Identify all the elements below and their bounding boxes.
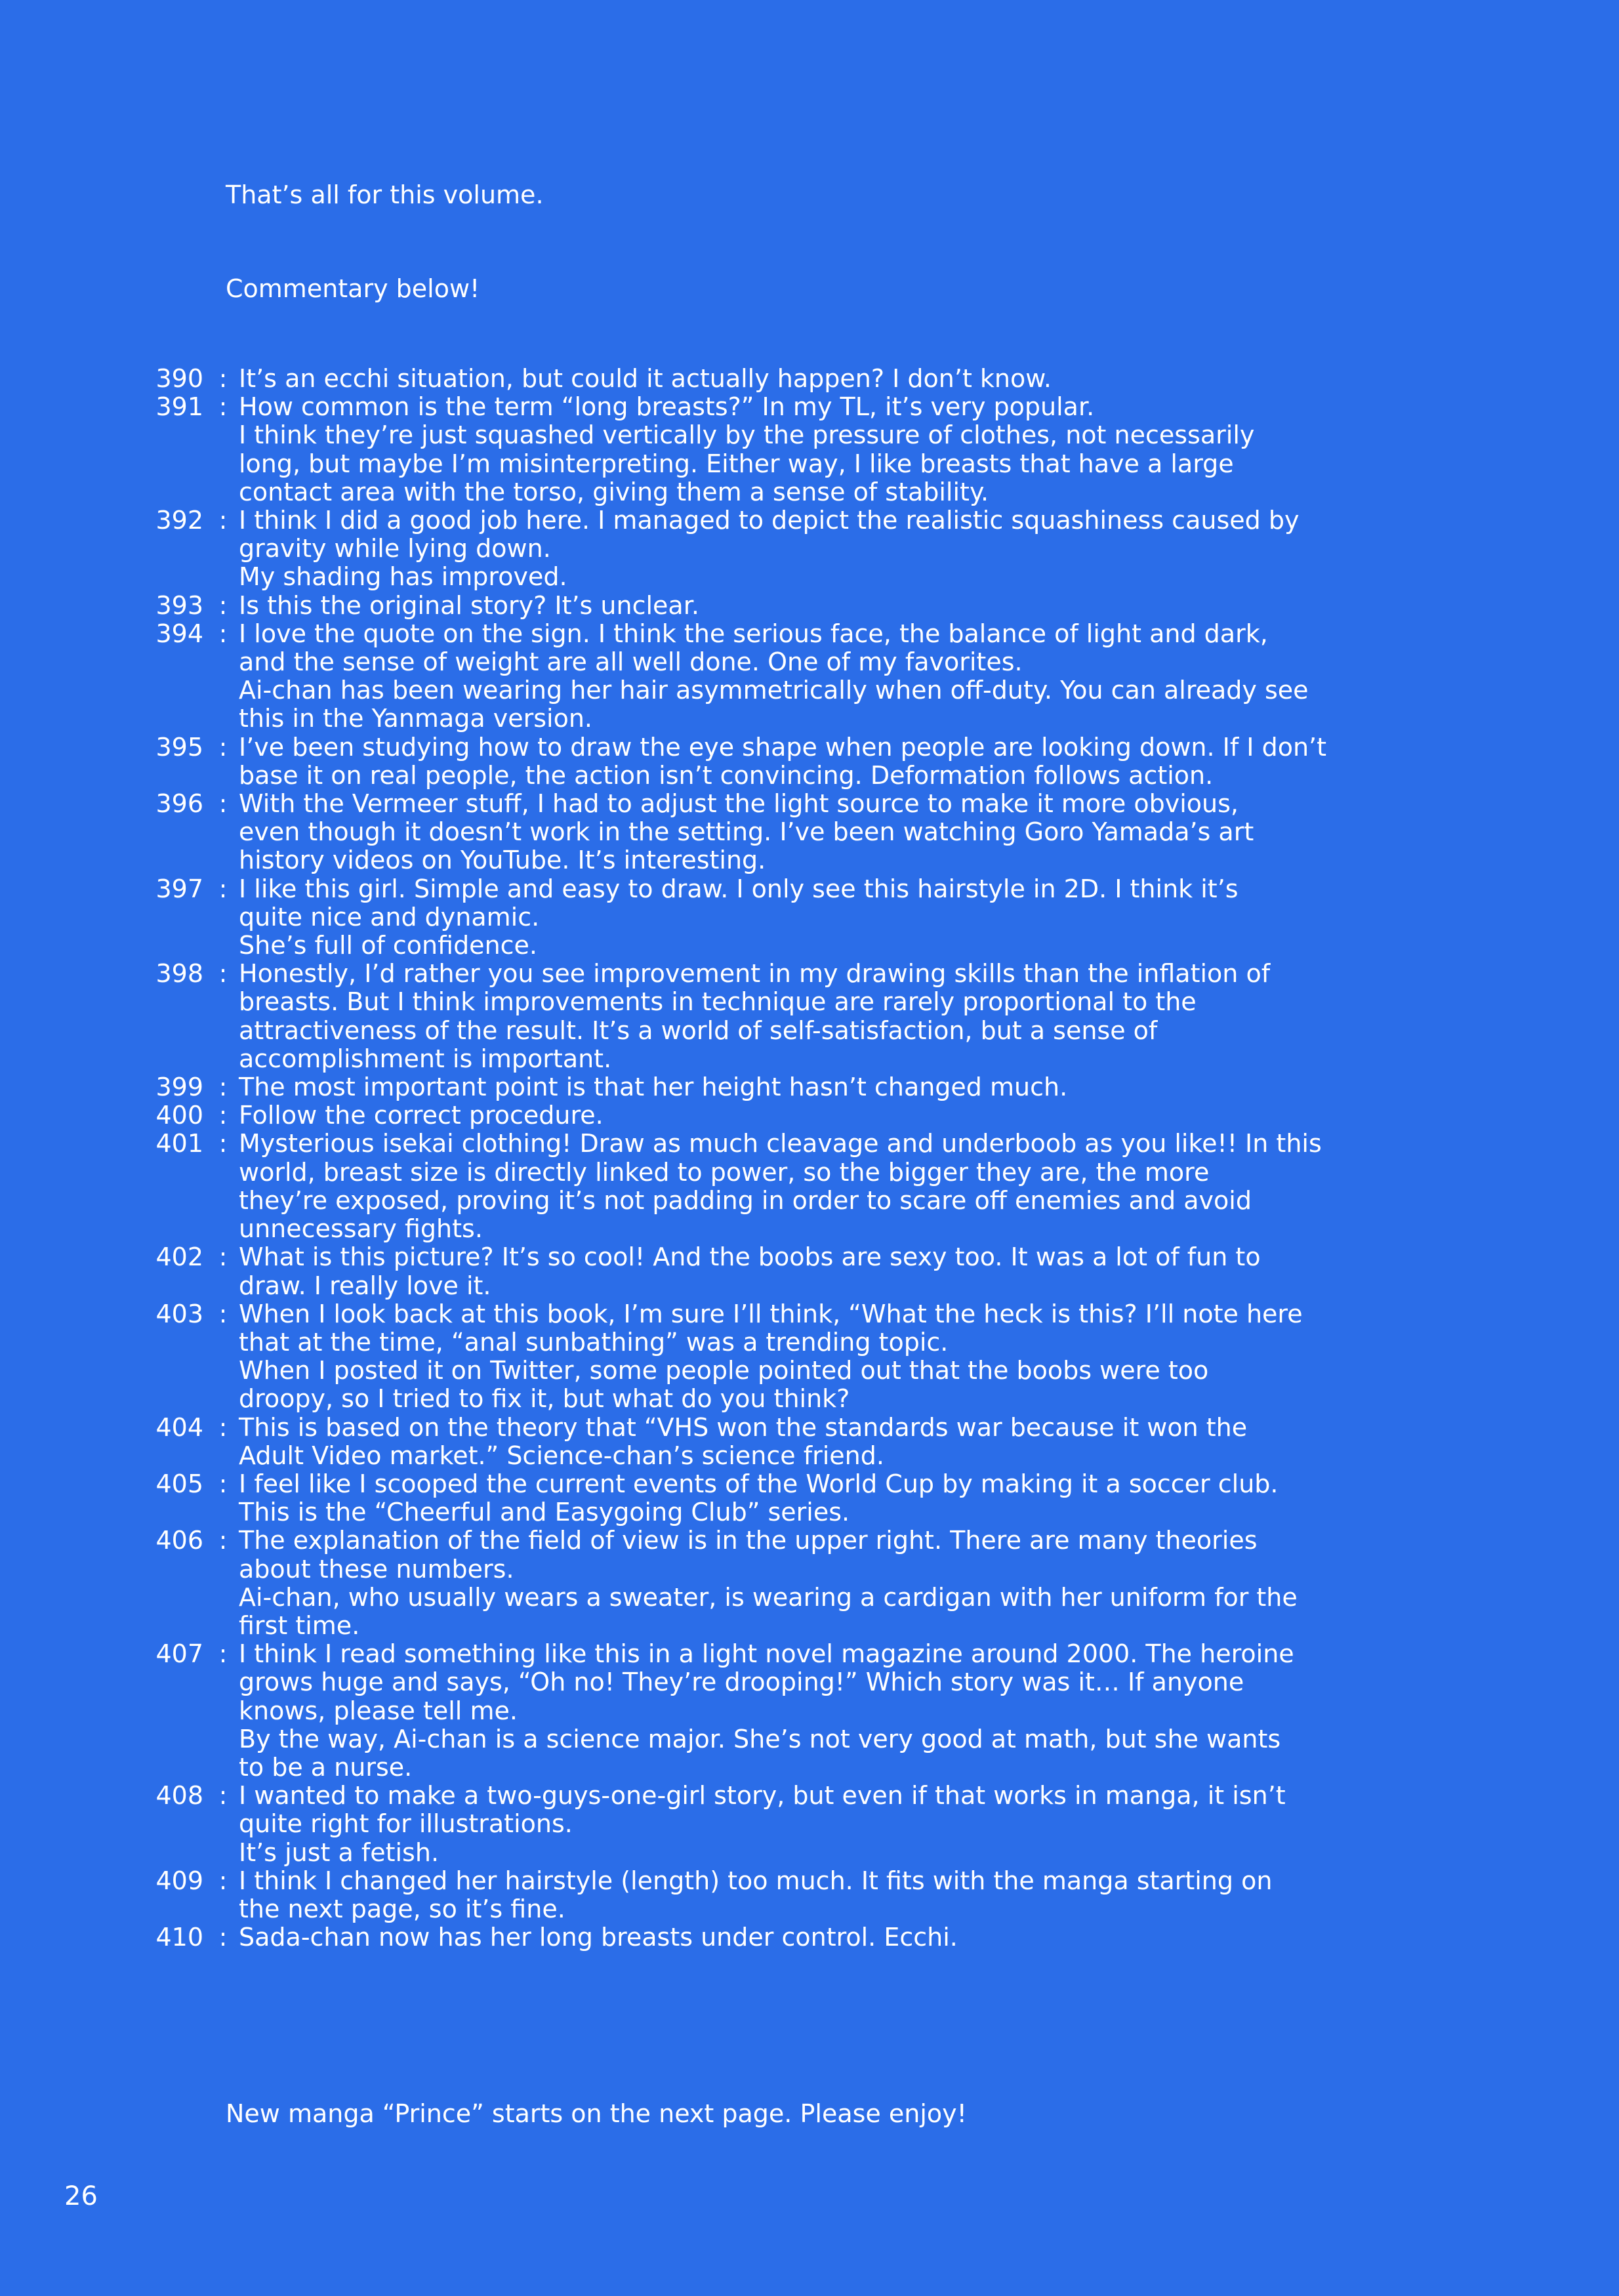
- entry-number: 392: [155, 506, 203, 535]
- commentary-entry: [118, 1073, 1515, 1101]
- commentary-entry: [118, 1130, 1515, 1243]
- entry-text-line: When I posted it on Twitter, some people pointed out that the boobs were too: [239, 1356, 1209, 1385]
- entry-text-line: What is this picture? It’s so cool! And the boobs are sexy too. It was a lot of fun to: [239, 1242, 1261, 1272]
- entry-number: 397: [155, 874, 203, 903]
- entry-text-line: I like this girl. Simple and easy to draw. I only see this hairstyle in 2D. I think it’s: [239, 874, 1239, 903]
- entry-text-line: quite right for illustrations.: [239, 1809, 573, 1839]
- entry-text-line: base it on real people, the action isn’t convincing. Deformation follows action.: [239, 760, 1214, 790]
- entry-number: 396: [155, 789, 203, 819]
- entry-text-line: Sada-chan now has her long breasts under control. Ecchi.: [239, 1923, 958, 1952]
- entry-text-line: grows huge and says, “Oh no! They’re drooping!” Which story was it… If anyone: [239, 1668, 1244, 1697]
- entry-separator: :: [218, 1101, 228, 1130]
- entry-text-line: and the sense of weight are all well done. One of my favorites.: [239, 647, 1023, 677]
- commentary-entry: [118, 960, 1515, 1073]
- commentary-list: [118, 365, 1515, 1952]
- entry-number: 395: [155, 732, 203, 762]
- entry-text: [239, 1923, 1515, 1952]
- entry-separator: :: [218, 1866, 228, 1895]
- entry-separator: :: [218, 364, 228, 393]
- entry-text: [239, 620, 1515, 733]
- entry-text-line: I think I changed her hairstyle (length) too much. It fits with the manga starting on: [239, 1866, 1273, 1895]
- entry-number: 390: [155, 364, 203, 393]
- entry-text: [239, 506, 1515, 592]
- commentary-entry: [118, 875, 1515, 960]
- entry-text-line: I think I did a good job here. I managed to depict the realistic squashiness caused by: [239, 506, 1300, 535]
- entry-text-line: This is the “Cheerful and Easygoing Club” series.: [239, 1498, 850, 1527]
- entry-text-line: they’re exposed, proving it’s not padding in order to scare off enemies and avoid: [239, 1185, 1252, 1215]
- entry-number: 409: [155, 1866, 203, 1895]
- entry-separator: :: [218, 1242, 228, 1272]
- commentary-entry: [118, 365, 1515, 393]
- entry-number: 405: [155, 1469, 203, 1498]
- entry-text-line: droopy, so I tried to fix it, but what do you think?: [239, 1384, 850, 1414]
- commentary-heading: Commentary below!: [226, 274, 480, 303]
- entry-text-line: first time.: [239, 1610, 360, 1640]
- page-number: 26: [64, 2181, 98, 2211]
- entry-separator: :: [218, 1639, 228, 1669]
- entry-text-line: long, but maybe I’m misinterpreting. Either way, I like breasts that have a large: [239, 449, 1234, 478]
- entry-text-line: gravity while lying down.: [239, 534, 551, 564]
- entry-text: [239, 1300, 1515, 1414]
- entry-text-line: I feel like I scooped the current events of the World Cup by making it a soccer club.: [239, 1469, 1279, 1498]
- entry-text-line: I love the quote on the sign. I think the serious face, the balance of light and dark,: [239, 619, 1268, 648]
- entry-text-line: accomplishment is important.: [239, 1044, 612, 1073]
- entry-number: 394: [155, 619, 203, 648]
- commentary-entry: [118, 1414, 1515, 1470]
- entry-text: [239, 733, 1515, 790]
- commentary-entry: [118, 1300, 1515, 1414]
- intro-text: That’s all for this volume.: [226, 180, 544, 209]
- entry-text-line: Mysterious isekai clothing! Draw as much cleavage and underboob as you like!! In this: [239, 1129, 1322, 1158]
- entry-text-line: this in the Yanmaga version.: [239, 704, 592, 733]
- entry-text: [239, 1782, 1515, 1867]
- entry-text: [239, 393, 1515, 506]
- commentary-entry: [118, 620, 1515, 733]
- entry-separator: :: [218, 1526, 228, 1555]
- entry-number: 404: [155, 1412, 203, 1442]
- entry-separator: :: [218, 1923, 228, 1952]
- entry-text-line: How common is the term “long breasts?” In my TL, it’s very popular.: [239, 392, 1095, 422]
- entry-text-line: Follow the correct procedure.: [239, 1101, 604, 1130]
- commentary-entry: [118, 1243, 1515, 1300]
- entry-text: [239, 1867, 1515, 1923]
- entry-number: 400: [155, 1101, 203, 1130]
- entry-text-line: I think they’re just squashed vertically by the pressure of clothes, not necessarily: [239, 420, 1255, 450]
- entry-text: [239, 592, 1515, 620]
- entry-separator: :: [218, 732, 228, 762]
- entry-text: [239, 1130, 1515, 1243]
- commentary-entry: [118, 1867, 1515, 1923]
- entry-separator: :: [218, 619, 228, 648]
- commentary-entry: [118, 1470, 1515, 1527]
- entry-text-line: world, breast size is directly linked to power, so the bigger they are, the more: [239, 1157, 1210, 1187]
- entry-text-line: contact area with the torso, giving them a sense of stability.: [239, 477, 989, 506]
- entry-text-line: It’s an ecchi situation, but could it actually happen? I don’t know.: [239, 364, 1052, 393]
- entry-separator: :: [218, 1412, 228, 1442]
- entry-number: 402: [155, 1242, 203, 1272]
- entry-text-line: It’s just a fetish.: [239, 1837, 440, 1867]
- entry-number: 408: [155, 1781, 203, 1811]
- entry-separator: :: [218, 1781, 228, 1811]
- entry-text: [239, 1101, 1515, 1130]
- next-manga-notice: New manga “Prince” starts on the next page. Please enjoy!: [226, 2099, 967, 2128]
- entry-separator: :: [218, 789, 228, 819]
- entry-text: [239, 1073, 1515, 1101]
- entry-text-line: even though it doesn’t work in the setting. I’ve been watching Goro Yamada’s art: [239, 817, 1254, 847]
- commentary-entry: [118, 790, 1515, 875]
- entry-text-line: history videos on YouTube. It’s interesting.: [239, 846, 766, 875]
- entry-text: [239, 960, 1515, 1073]
- entry-text-line: unnecessary fights.: [239, 1214, 483, 1244]
- entry-text-line: quite nice and dynamic.: [239, 902, 540, 932]
- entry-text-line: attractiveness of the result. It’s a world of self-satisfaction, but a sense of: [239, 1015, 1158, 1045]
- entry-text-line: Ai-chan, who usually wears a sweater, is wearing a cardigan with her uniform for the: [239, 1582, 1298, 1612]
- commentary-entry: [118, 1101, 1515, 1130]
- entry-separator: :: [218, 1073, 228, 1102]
- entry-text-line: the next page, so it’s fine.: [239, 1894, 565, 1923]
- commentary-entry: [118, 592, 1515, 620]
- entry-text: [239, 1470, 1515, 1527]
- entry-number: 393: [155, 590, 203, 620]
- entry-text: [239, 1414, 1515, 1470]
- entry-number: 407: [155, 1639, 203, 1669]
- entry-text-line: By the way, Ai-chan is a science major. She’s not very good at math, but she wants: [239, 1724, 1281, 1753]
- entry-text-line: Is this the original story? It’s unclear.: [239, 590, 699, 620]
- entry-text-line: that at the time, “anal sunbathing” was a trending topic.: [239, 1327, 949, 1357]
- entry-text-line: I think I read something like this in a light novel magazine around 2000. The heroine: [239, 1639, 1294, 1669]
- entry-text-line: When I look back at this book, I’m sure I’ll think, “What the heck is this? I’ll note here: [239, 1299, 1303, 1328]
- entry-separator: :: [218, 1129, 228, 1158]
- entry-text-line: knows, please tell me.: [239, 1696, 518, 1725]
- entry-number: 406: [155, 1526, 203, 1555]
- entry-number: 391: [155, 392, 203, 422]
- entry-text-line: She’s full of confidence.: [239, 931, 537, 960]
- entry-text: [239, 1640, 1515, 1782]
- entry-separator: :: [218, 506, 228, 535]
- entry-number: 403: [155, 1299, 203, 1328]
- entry-text-line: about these numbers.: [239, 1554, 514, 1584]
- entry-number: 410: [155, 1923, 203, 1952]
- entry-separator: :: [218, 1469, 228, 1498]
- entry-text: [239, 790, 1515, 875]
- entry-text: [239, 1243, 1515, 1300]
- entry-separator: :: [218, 392, 228, 422]
- commentary-entry: [118, 1782, 1515, 1867]
- entry-text: [239, 365, 1515, 393]
- entry-text-line: breasts. But I think improvements in technique are rarely proportional to the: [239, 987, 1197, 1017]
- entry-text-line: The explanation of the field of view is in the upper right. There are many theories: [239, 1526, 1258, 1555]
- entry-text-line: to be a nurse.: [239, 1752, 413, 1782]
- commentary-entry: [118, 393, 1515, 506]
- entry-separator: :: [218, 590, 228, 620]
- entry-number: 401: [155, 1129, 203, 1158]
- entry-text-line: With the Vermeer stuff, I had to adjust the light source to make it more obvious,: [239, 789, 1239, 819]
- commentary-entry: [118, 506, 1515, 592]
- entry-separator: :: [218, 874, 228, 903]
- entry-text-line: draw. I really love it.: [239, 1271, 491, 1300]
- entry-text-line: Honestly, I’d rather you see improvement in my drawing skills than the inflation of: [239, 959, 1271, 989]
- entry-separator: :: [218, 1299, 228, 1328]
- entry-text-line: I wanted to make a two-guys-one-girl story, but even if that works in manga, it isn’t: [239, 1781, 1286, 1811]
- commentary-entry: [118, 1527, 1515, 1640]
- commentary-entry: [118, 1640, 1515, 1782]
- entry-text-line: This is based on the theory that “VHS won the standards war because it won the: [239, 1412, 1248, 1442]
- entry-text-line: The most important point is that her height hasn’t changed much.: [239, 1073, 1068, 1102]
- entry-text-line: Adult Video market.” Science-chan’s science friend.: [239, 1441, 884, 1470]
- entry-text-line: My shading has improved.: [239, 562, 567, 592]
- commentary-entry: [118, 1923, 1515, 1952]
- entry-text: [239, 875, 1515, 960]
- entry-text: [239, 1527, 1515, 1640]
- entry-number: 398: [155, 959, 203, 989]
- entry-separator: :: [218, 959, 228, 989]
- entry-text-line: Ai-chan has been wearing her hair asymmetrically when off-duty. You can already see: [239, 676, 1309, 705]
- commentary-entry: [118, 733, 1515, 790]
- entry-number: 399: [155, 1073, 203, 1102]
- entry-text-line: I’ve been studying how to draw the eye shape when people are looking down. If I don’t: [239, 732, 1327, 762]
